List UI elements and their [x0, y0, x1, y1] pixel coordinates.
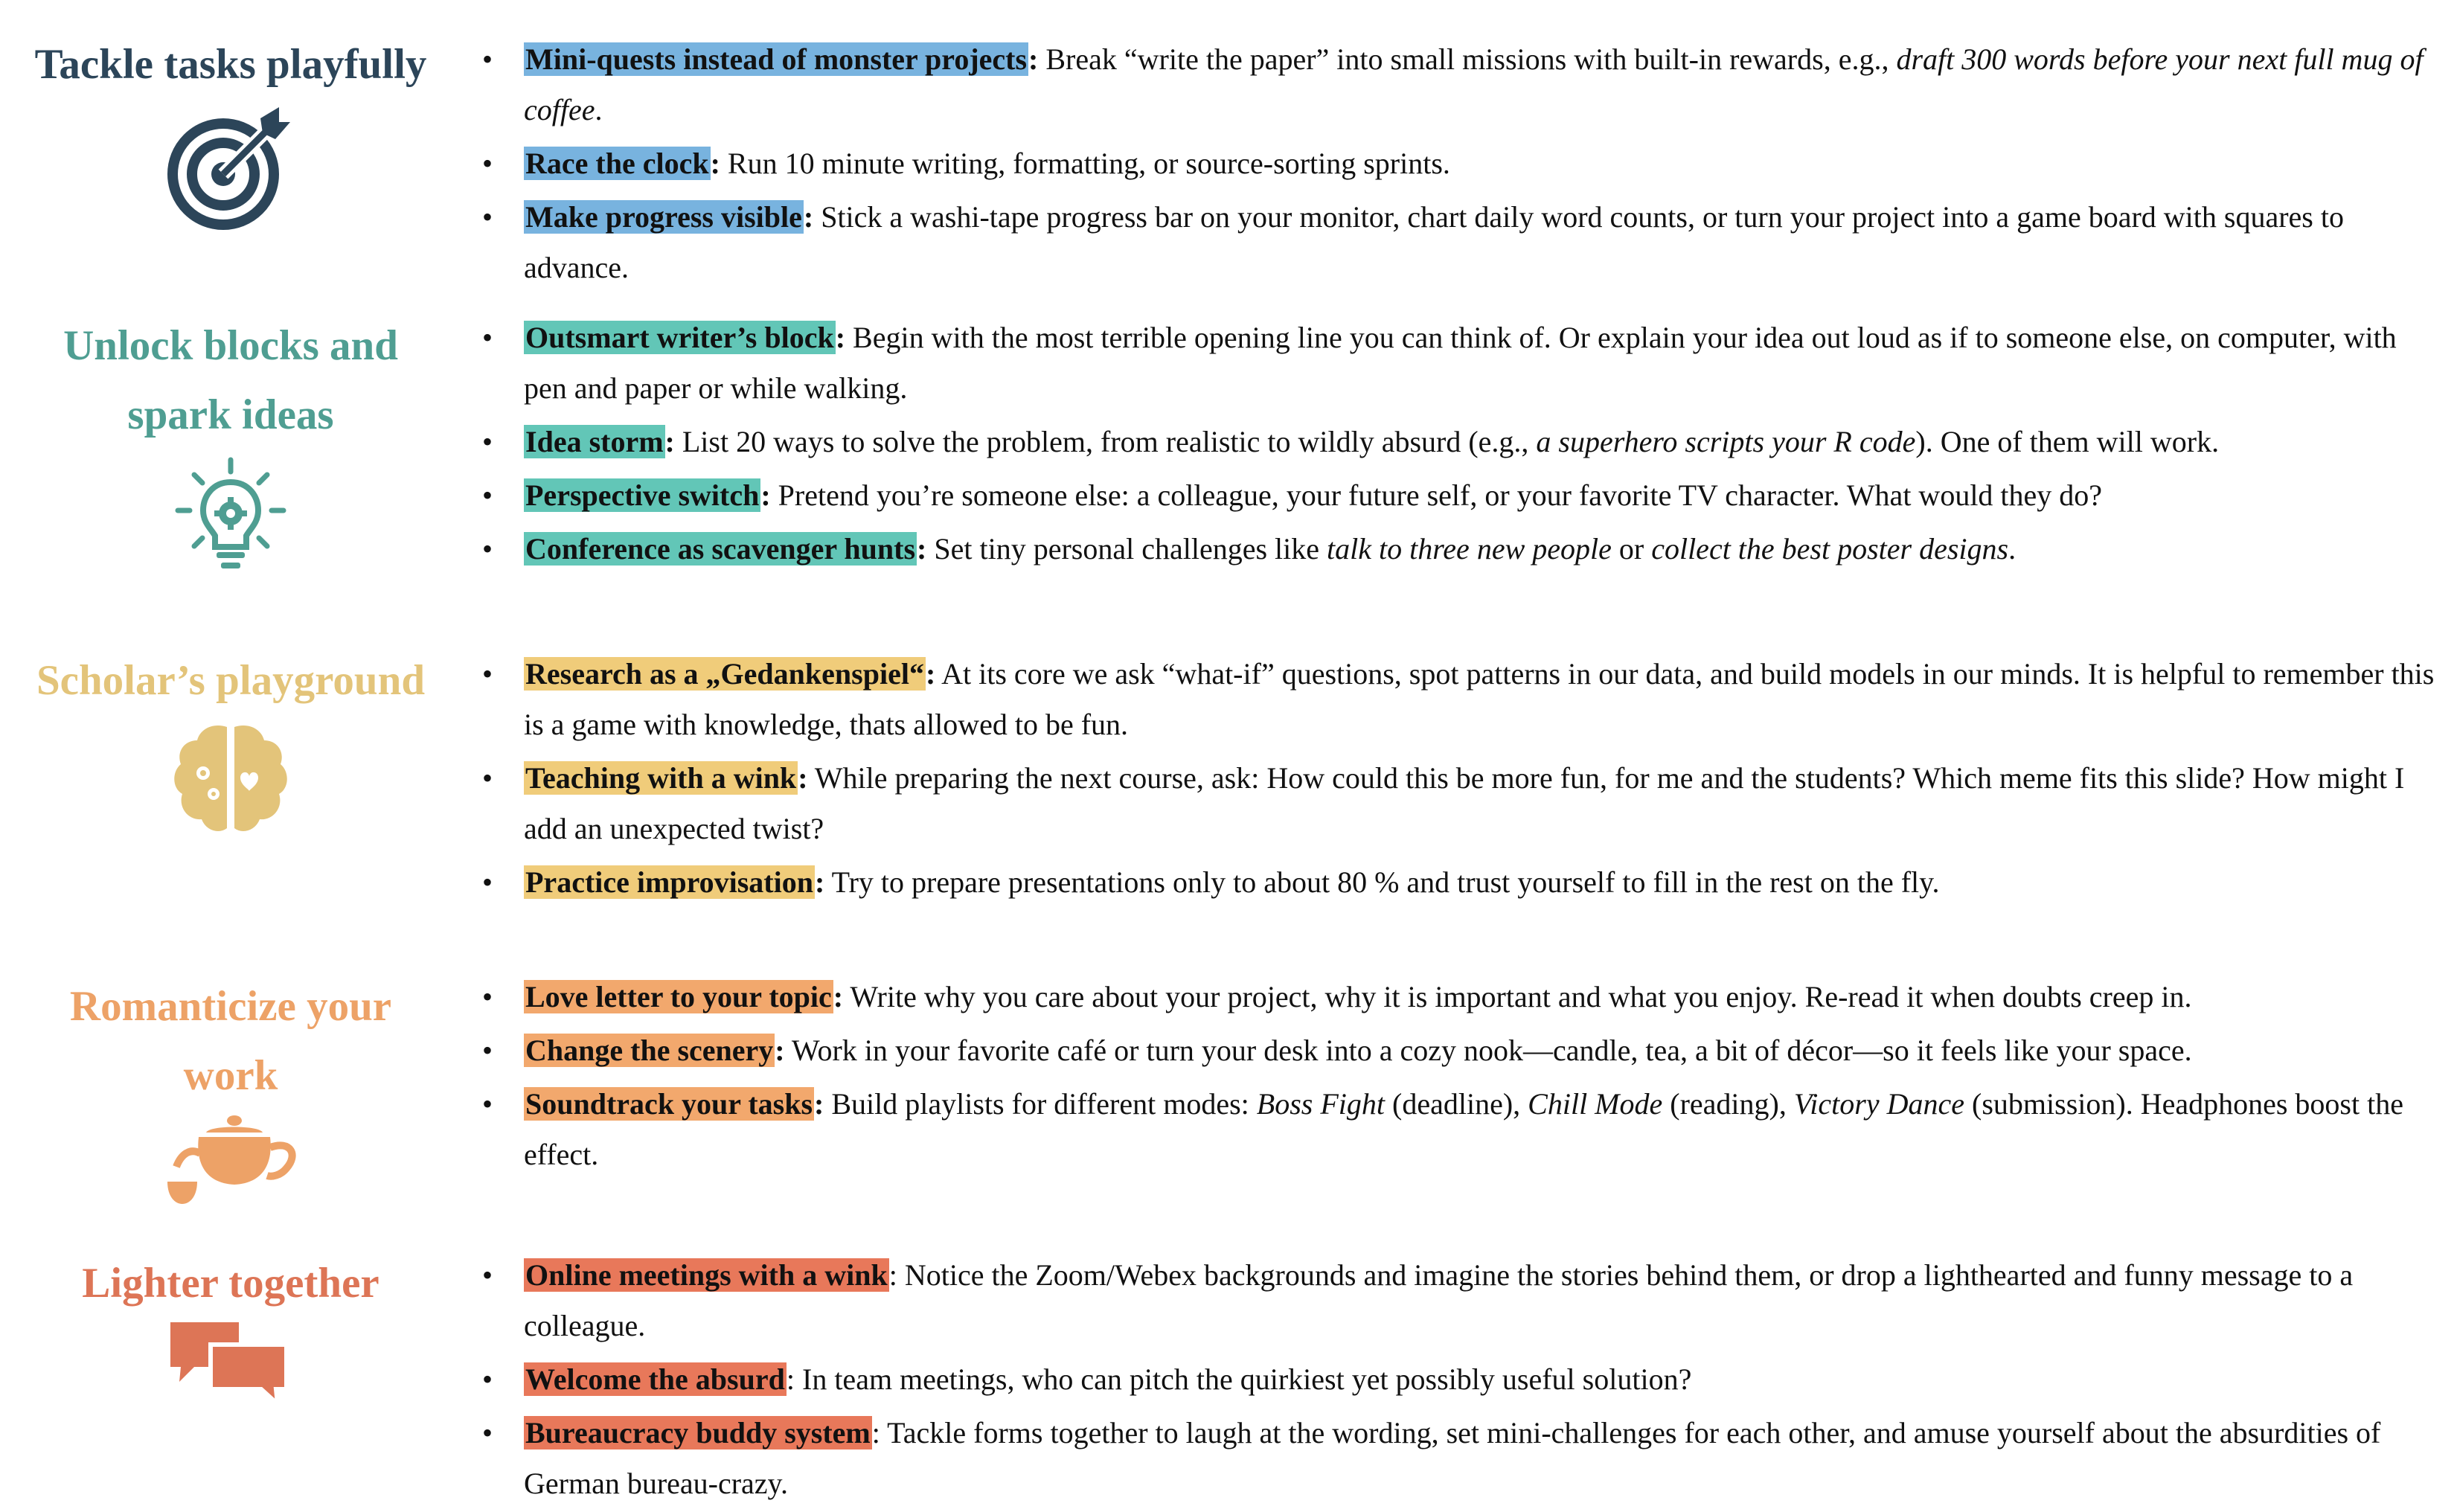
item-desc: Build playlists for different modes:: [831, 1087, 1257, 1121]
item-desc: In team meetings, who can pitch the quirkiest yet possibly useful solution?: [802, 1362, 1692, 1396]
item-label: Conference as scavenger hunts: [525, 532, 916, 566]
item-label: Online meetings with a wink: [525, 1258, 888, 1292]
item-label: Mini-quests instead of monster projects: [525, 42, 1028, 76]
item-desc: Run 10 minute writing, formatting, or source-sorting sprints.: [727, 147, 1450, 180]
item-desc-em: talk to three new people: [1327, 532, 1612, 566]
list-item: • Outsmart writer’s block: Begin with the most terrible opening line you can think of. Or explain your idea out loud as if to someone else, on computer, with pen and paper or while walking.: [476, 313, 2441, 414]
item-label: Welcome the absurd: [525, 1362, 785, 1396]
item-desc: At its core we ask “what-if” questions, spot patterns in our data, and build models in our minds. It is helpful to remember this is a game with knowledge, thats allowed to be fun.: [524, 657, 2435, 741]
item-desc: Write why you care about your project, why it is important and what you enjoy. Re-read it when doubts creep in.: [850, 980, 2192, 1013]
item-label: Make progress visible: [525, 200, 802, 234]
chat-bubbles-icon: [167, 1318, 294, 1407]
list-item: • Idea storm: List 20 ways to solve the problem, from realistic to wildly absurd (e.g., a superhero scripts your R code). One of them will work.: [476, 417, 2441, 467]
section-header: [0, 646, 461, 839]
section-title: Scholar’s playground: [36, 657, 426, 704]
item-list: [476, 1250, 2441, 1512]
list-item: • Love letter to your topic: Write why you care about your project, why it is important and what you enjoy. Re-read it when doubts creep in.: [476, 972, 2441, 1022]
item-label: Idea storm: [525, 425, 664, 458]
list-item: • Race the clock: Run 10 minute writing, formatting, or source-sorting sprints.: [476, 138, 2441, 189]
section-title-line-2: work: [183, 1052, 278, 1099]
section-header: [0, 1249, 461, 1407]
item-label: Bureaucracy buddy system: [525, 1416, 871, 1449]
item-label: Soundtrack your tasks: [525, 1087, 813, 1121]
section-title: Tackle tasks playfully: [34, 41, 427, 88]
item-desc: Begin with the most terrible opening line you can think of. Or explain your idea out loud as if to someone else, on computer, with pen and paper or while walking.: [524, 321, 2397, 405]
item-label: Teaching with a wink: [525, 761, 797, 795]
list-item: • Mini-quests instead of monster projects: Break “write the paper” into small missions with built-in rewards, e.g., draft 300 words before your next full mug of coffee.: [476, 34, 2441, 135]
section-title: Lighter together: [82, 1260, 379, 1307]
item-label: Research as a „Gedankenspiel“: [525, 657, 924, 691]
item-desc: Stick a washi-tape progress bar on your monitor, chart daily word counts, or turn your project into a game board with squares to advance.: [524, 200, 2344, 284]
item-list: [476, 649, 2441, 911]
item-list: [476, 972, 2441, 1183]
list-item: • Soundtrack your tasks: Build playlists for different modes: Boss Fight (deadline), Chill Mode (reading), Victory Dance (submission). Headphones boost the effect.: [476, 1079, 2441, 1180]
section-header: [0, 311, 461, 580]
item-desc: Pretend you’re someone else: a colleague, your future self, or your favorite TV character. What would they do?: [778, 478, 2103, 512]
list-item: • Welcome the absurd: In team meetings, who can pitch the quirkiest yet possibly useful solution?: [476, 1354, 2441, 1405]
item-desc-em: draft 300 words before your next full mug of coffee: [524, 42, 2424, 126]
item-desc: Tackle forms together to laugh at the wording, set mini-challenges for each other, and amuse yourself about the absurdities of German bureau-crazy.: [524, 1416, 2381, 1500]
item-label: Race the clock: [525, 147, 709, 180]
lightbulb-gear-icon: [167, 454, 294, 580]
item-desc-em: collect the best poster designs: [1651, 532, 2009, 566]
list-item: • Practice improvisation: Try to prepare presentations only to about 80 % and trust yourself to fill in the rest on the fly.: [476, 857, 2441, 908]
item-desc: Notice the Zoom/Webex backgrounds and imagine the stories behind them, or drop a lighthearted and funny message to a colleague.: [524, 1258, 2354, 1342]
item-desc: While preparing the next course, ask: How could this be more fun, for me and the students? Which meme fits this slide? How might I add an unexpected twist?: [524, 761, 2405, 845]
brain-icon: [167, 720, 294, 839]
teapot-icon: [160, 1110, 301, 1207]
item-desc-em: Victory Dance: [1793, 1087, 1965, 1121]
list-item: • Online meetings with a wink: Notice the Zoom/Webex backgrounds and imagine the stories behind them, or drop a lighthearted and funny message to a colleague.: [476, 1250, 2441, 1351]
target-icon: [167, 103, 294, 230]
list-item: • Change the scenery: Work in your favorite café or turn your desk into a cozy nook—candle, tea, a bit of décor—so it feels like your space.: [476, 1025, 2441, 1076]
item-desc: Work in your favorite café or turn your desk into a cozy nook—candle, tea, a bit of décor—so it feels like your space.: [791, 1034, 2192, 1067]
item-label: Love letter to your topic: [525, 980, 832, 1013]
list-item: • Make progress visible: Stick a washi-tape progress bar on your monitor, chart daily word counts, or turn your project into a game board with squares to advance.: [476, 192, 2441, 293]
item-label: Practice improvisation: [525, 865, 813, 899]
item-label: Outsmart writer’s block: [525, 321, 834, 354]
item-desc: Break “write the paper” into small missions with built-in rewards, e.g.,: [1045, 42, 1897, 76]
item-desc: Try to prepare presentations only to about 80 % and trust yourself to fill in the rest on the fly.: [831, 865, 1940, 899]
list-item: • Research as a „Gedankenspiel“: At its core we ask “what-if” questions, spot patterns in our data, and build models in our minds. It is helpful to remember this is a game with knowledge, thats allowed to be fun.: [476, 649, 2441, 750]
item-desc-em: a superhero scripts your R code: [1536, 425, 1916, 458]
item-list: [476, 313, 2441, 577]
section-header: [0, 972, 461, 1207]
section-title-line-1: Unlock blocks and: [63, 322, 398, 369]
section-title-line-1: Romanticize your: [69, 983, 392, 1030]
item-desc-em: Boss Fight: [1256, 1087, 1386, 1121]
item-label: Change the scenery: [525, 1034, 774, 1067]
section-title-line-2: spark ideas: [127, 391, 334, 438]
list-item: • Teaching with a wink: While preparing the next course, ask: How could this be more fun, for me and the students? Which meme fits this slide? How might I add an unexpected twist?: [476, 753, 2441, 854]
item-desc: List 20 ways to solve the problem, from realistic to wildly absurd (e.g.,: [682, 425, 1537, 458]
item-desc: Set tiny personal challenges like: [934, 532, 1327, 566]
list-item: • Perspective switch: Pretend you’re someone else: a colleague, your future self, or your favorite TV character. What would they do?: [476, 470, 2441, 521]
item-desc-em: Chill Mode: [1528, 1087, 1663, 1121]
item-list: [476, 34, 2441, 296]
item-label: Perspective switch: [525, 478, 760, 512]
list-item: • Conference as scavenger hunts: Set tiny personal challenges like talk to three new people or collect the best poster designs.: [476, 524, 2441, 574]
section-header: [0, 30, 461, 230]
list-item: • Bureaucracy buddy system: Tackle forms together to laugh at the wording, set mini-challenges for each other, and amuse yourself about the absurdities of German bureau-crazy.: [476, 1408, 2441, 1509]
